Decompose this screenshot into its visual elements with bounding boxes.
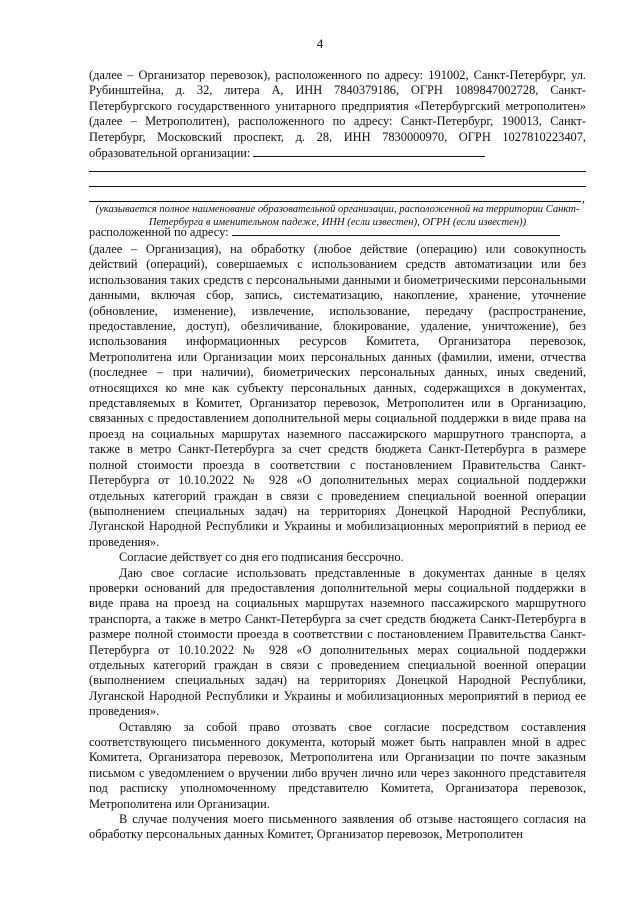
organization-name-line-3[interactable] xyxy=(89,186,586,187)
organization-name-line-4[interactable] xyxy=(89,201,581,202)
address-field[interactable] xyxy=(232,224,560,236)
validity-paragraph: Согласие действует со дня его подписания бессрочно. xyxy=(119,550,404,565)
processing-paragraph: (далее – Организация), на обработку (любое действие (операцию) или совокупность действий (операций), совершаемых с использованием средств автоматизации или без использования таких средств с персональными данными и биометрическими персональными данными, включая сбор, запись, систематизацию, накопление, хранение, уточнение (обновление, изменение), извлечение, использование, передачу (распространение, предоставление, доступ), обезличивание, блокирование, удаление, уничтожение), без использования информационных ресурсов Комитета, Организатора перевозок, Метрополитена или Организации моих персональных данных (фамилии, имени, отчества (последнее – при наличии), биометрических персональных данных, иных сведений, относящихся ко мне как субъекту персональных данных, содержащихся в документах, представляемых в Комитет, Организатор перевозок, Метрополитен или в Организацию, связанных с предоставлением дополнительной меры социальной поддержки в виде права на проезд на социальных маршрутах наземного пассажирского маршрутного транспорта, а также в метро Санкт-Петербурга за счет средств бюджета Санкт-Петербурга в размере полной стоимости проезда в соответствии с постановлением Правительства Санкт-Петербурга от 10.10.2022 № 928 «О дополнительных мерах социальной поддержки отдельных категорий граждан в связи с проведением специальной военной операции (выполнением специальных задач) на территориях Донецкой Народной Республики, Луганской Народной Республики и Украины и мобилизационных мероприятий в период ее проведения». xyxy=(89,242,586,549)
organization-name-line-2[interactable] xyxy=(89,171,586,172)
revoke-paragraph: Оставляю за собой право отозвать свое согласие посредством составления соответствующего письменного документа, который может быть направлен мной в адрес Комитета, Организатора перевозок, Метрополитена или Организации по почте заказным письмом с уведомлением о вручении либо вручен лично или через законного представителя под расписку уполномоченному представителю Комитета, Организатора перевозок, Метрополитена или Организации. xyxy=(89,719,586,811)
address-label: расположенной по адресу: xyxy=(89,225,229,239)
organizations-text: (далее – Организатор перевозок), расположенного по адресу: 191002, Санкт-Петербург, ул. Рубинштейна, д. 32, литера А, ИНН 7840379186, ОГРН 1089847002728, Санкт-Петербургского государственного унитарного предприятия «Петербургский метрополитен» (далее – Метрополитен), расположенного по адресу: Санкт-Петербург, 190013, Санкт-Петербург, Московский проспект, д. 28, ИНН 7830000970, ОГРН 1027810223407, образовательной организации: xyxy=(89,68,586,161)
organization-name-field[interactable] xyxy=(253,145,485,157)
page-number: 4 xyxy=(316,36,324,51)
consent-paragraph: Даю свое согласие использовать представленные в документах данные в целях проверки оснований для предоставления дополнительной меры социальной поддержки в виде права на проезд на социальных маршрутах наземного пассажирского маршрутного транспорта, а также в метро Санкт-Петербурга за счет средств бюджета Санкт-Петербурга в размере полной стоимости проезда в соответствии с постановлением Правительства Санкт-Петербурга от 10.10.2022 № 928 «О дополнительных мерах социальной поддержки отдельных категорий граждан в связи с проведением специальной военной операции (выполнением специальных задач) на территориях Донецкой Народной Республики, Луганской Народной Республики и Украины и мобилизационных мероприятий в период ее проведения». xyxy=(89,565,586,719)
organizations-block xyxy=(89,68,586,161)
address-block xyxy=(89,224,586,240)
field-caption: (указывается полное наименование образовательной организации, расположенной на территории Санкт-Петербурга в именительном падеже, ИНН (если известен), ОГРН (если известен)) xyxy=(95,204,580,228)
line-end-comma: , xyxy=(582,191,585,205)
consent-body xyxy=(89,242,586,843)
withdraw-paragraph: В случае получения моего письменного заявления об отзыве настоящего согласия на обработку персональных данных Комитет, Организатор перевозок, Метрополитен xyxy=(89,812,586,842)
